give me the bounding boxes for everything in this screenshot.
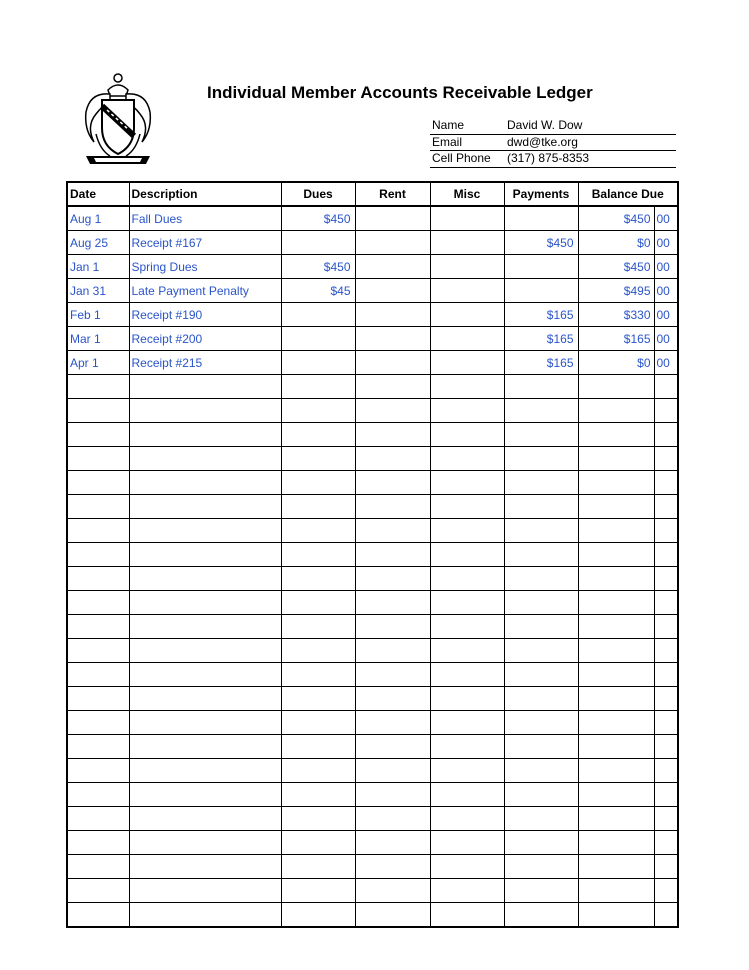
blank-cell [281,855,355,879]
blank-cell [281,615,355,639]
blank-cell [67,807,129,831]
blank-cell [281,399,355,423]
entry-misc [430,351,504,375]
blank-cell [355,735,430,759]
blank-cell [281,903,355,928]
blank-cell [654,759,678,783]
blank-cell [67,855,129,879]
blank-cell [129,399,281,423]
entry-balance-cents: 00 [654,327,678,351]
entry-dues [281,303,355,327]
blank-cell [578,711,654,735]
blank-cell [430,711,504,735]
blank-row [67,567,678,591]
blank-cell [281,831,355,855]
blank-cell [654,615,678,639]
blank-cell [504,711,578,735]
blank-cell [129,423,281,447]
blank-cell [355,423,430,447]
blank-cell [281,783,355,807]
blank-cell [129,447,281,471]
blank-cell [355,879,430,903]
blank-cell [129,639,281,663]
ledger-body [67,206,678,927]
blank-cell [654,807,678,831]
blank-row [67,687,678,711]
blank-cell [129,855,281,879]
entry-payments: $165 [504,351,578,375]
entry-dues: $450 [281,255,355,279]
entry-dues: $450 [281,206,355,231]
entry-misc [430,327,504,351]
blank-cell [654,495,678,519]
entry-balance-cents: 00 [654,303,678,327]
blank-cell [504,759,578,783]
blank-cell [504,519,578,543]
entry-balance-cents: 00 [654,351,678,375]
blank-cell [430,471,504,495]
entry-balance: $0 [578,351,654,375]
blank-cell [355,375,430,399]
entry-description: Receipt #215 [129,351,281,375]
blank-row [67,663,678,687]
phone-label: Cell Phone [432,151,491,165]
blank-cell [355,615,430,639]
blank-cell [129,831,281,855]
blank-cell [578,615,654,639]
blank-cell [67,735,129,759]
entry-rent [355,231,430,255]
blank-cell [430,423,504,447]
entry-dues: $45 [281,279,355,303]
page-title: Individual Member Accounts Receivable Ledger [207,83,593,102]
blank-cell [654,735,678,759]
blank-cell [504,735,578,759]
entry-description: Spring Dues [129,255,281,279]
entry-payments: $165 [504,327,578,351]
blank-cell [281,471,355,495]
blank-cell [578,879,654,903]
crest-logo-icon [80,72,156,168]
blank-row [67,903,678,928]
entry-description: Receipt #200 [129,327,281,351]
blank-cell [355,471,430,495]
blank-cell [430,903,504,928]
blank-row [67,471,678,495]
blank-cell [67,519,129,543]
blank-cell [654,591,678,615]
blank-cell [67,567,129,591]
blank-cell [654,639,678,663]
blank-cell [129,903,281,928]
blank-row [67,855,678,879]
blank-cell [355,903,430,928]
blank-row [67,711,678,735]
name-value: David W. Dow [507,118,583,132]
blank-cell [355,687,430,711]
blank-row [67,423,678,447]
blank-cell [654,423,678,447]
entry-payments [504,206,578,231]
blank-cell [281,663,355,687]
blank-cell [281,447,355,471]
blank-cell [430,615,504,639]
entry-date: Jan 31 [67,279,129,303]
blank-cell [578,543,654,567]
blank-cell [654,783,678,807]
entry-description: Fall Dues [129,206,281,231]
blank-cell [281,735,355,759]
blank-cell [654,471,678,495]
blank-cell [504,687,578,711]
blank-cell [67,375,129,399]
blank-cell [504,903,578,928]
entry-balance: $330 [578,303,654,327]
blank-cell [504,615,578,639]
blank-cell [578,519,654,543]
blank-cell [67,831,129,855]
entry-misc [430,279,504,303]
name-label: Name [432,118,465,132]
blank-cell [67,687,129,711]
blank-row [67,639,678,663]
entry-rent [355,206,430,231]
blank-cell [504,807,578,831]
member-phone-row [430,151,676,168]
blank-cell [578,423,654,447]
blank-cell [578,903,654,928]
member-info [430,118,676,168]
blank-cell [281,807,355,831]
member-email-row [430,135,676,152]
blank-cell [430,879,504,903]
blank-cell [504,783,578,807]
blank-cell [578,399,654,423]
entry-misc [430,255,504,279]
blank-row [67,495,678,519]
blank-cell [430,567,504,591]
blank-cell [67,615,129,639]
blank-cell [355,519,430,543]
entry-misc [430,231,504,255]
member-name-row [430,118,676,135]
email-value: dwd@tke.org [507,134,578,149]
col-dues: Dues [281,182,355,206]
table-row [67,351,678,375]
blank-cell [67,399,129,423]
blank-row [67,543,678,567]
blank-cell [430,783,504,807]
blank-cell [430,519,504,543]
ledger-table [66,181,679,928]
blank-cell [129,519,281,543]
blank-cell [281,567,355,591]
blank-cell [355,759,430,783]
blank-cell [504,495,578,519]
blank-cell [355,831,430,855]
blank-cell [129,471,281,495]
blank-cell [281,759,355,783]
blank-cell [430,591,504,615]
blank-cell [504,423,578,447]
blank-cell [129,375,281,399]
blank-cell [578,639,654,663]
blank-cell [355,855,430,879]
blank-cell [578,447,654,471]
blank-row [67,615,678,639]
blank-cell [67,447,129,471]
blank-cell [129,543,281,567]
blank-cell [129,783,281,807]
blank-cell [504,663,578,687]
blank-cell [67,903,129,928]
blank-cell [355,807,430,831]
blank-cell [578,663,654,687]
blank-row [67,399,678,423]
blank-cell [504,471,578,495]
blank-cell [281,591,355,615]
blank-cell [504,399,578,423]
blank-cell [504,543,578,567]
col-payments: Payments [504,182,578,206]
blank-cell [281,687,355,711]
blank-row [67,807,678,831]
blank-cell [281,423,355,447]
entry-balance-cents: 00 [654,231,678,255]
entry-rent [355,327,430,351]
entry-description: Receipt #167 [129,231,281,255]
blank-cell [129,615,281,639]
blank-cell [129,807,281,831]
entry-rent [355,255,430,279]
blank-cell [355,783,430,807]
blank-cell [67,471,129,495]
blank-cell [654,567,678,591]
blank-cell [355,399,430,423]
blank-cell [67,495,129,519]
entry-balance-cents: 00 [654,279,678,303]
blank-cell [129,687,281,711]
table-row [67,327,678,351]
blank-cell [654,399,678,423]
blank-cell [430,735,504,759]
entry-rent [355,303,430,327]
blank-cell [578,471,654,495]
blank-row [67,831,678,855]
blank-cell [67,663,129,687]
blank-cell [430,375,504,399]
blank-cell [67,711,129,735]
blank-cell [355,447,430,471]
col-description: Description [129,182,281,206]
blank-cell [578,807,654,831]
entry-balance: $450 [578,206,654,231]
blank-cell [430,639,504,663]
blank-row [67,735,678,759]
blank-row [67,519,678,543]
entry-date: Feb 1 [67,303,129,327]
blank-cell [578,831,654,855]
blank-cell [430,495,504,519]
blank-cell [578,591,654,615]
blank-cell [654,447,678,471]
blank-row [67,783,678,807]
blank-cell [129,591,281,615]
blank-row [67,879,678,903]
blank-cell [578,735,654,759]
blank-cell [129,759,281,783]
blank-cell [504,639,578,663]
blank-cell [654,543,678,567]
table-row [67,255,678,279]
blank-cell [67,759,129,783]
blank-cell [578,567,654,591]
entry-rent [355,351,430,375]
blank-cell [430,447,504,471]
entry-dues [281,351,355,375]
blank-cell [430,831,504,855]
ledger-header-row [67,182,678,206]
entry-date: Jan 1 [67,255,129,279]
blank-cell [355,591,430,615]
blank-cell [578,375,654,399]
blank-cell [355,495,430,519]
blank-cell [129,711,281,735]
blank-cell [504,879,578,903]
blank-cell [67,783,129,807]
email-label: Email [432,134,463,149]
entry-balance-cents: 00 [654,255,678,279]
entry-description: Receipt #190 [129,303,281,327]
blank-cell [654,687,678,711]
blank-cell [578,759,654,783]
blank-cell [129,663,281,687]
entry-misc [430,206,504,231]
blank-cell [578,855,654,879]
blank-cell [430,807,504,831]
entry-date: Aug 25 [67,231,129,255]
table-row [67,303,678,327]
entry-balance: $495 [578,279,654,303]
entry-dues [281,231,355,255]
phone-value: (317) 875-8353 [507,151,590,165]
blank-cell [129,495,281,519]
blank-row [67,591,678,615]
entry-description: Late Payment Penalty [129,279,281,303]
blank-cell [578,783,654,807]
blank-cell [67,591,129,615]
blank-row [67,375,678,399]
blank-cell [355,663,430,687]
blank-cell [430,687,504,711]
blank-cell [654,711,678,735]
blank-cell [654,375,678,399]
blank-cell [504,567,578,591]
entry-payments [504,279,578,303]
col-balance: Balance Due [578,182,678,206]
blank-cell [281,543,355,567]
blank-cell [129,879,281,903]
blank-cell [67,543,129,567]
blank-cell [281,375,355,399]
entry-payments: $165 [504,303,578,327]
blank-cell [430,663,504,687]
blank-cell [578,687,654,711]
col-rent: Rent [355,182,430,206]
blank-row [67,759,678,783]
blank-cell [355,567,430,591]
blank-cell [281,495,355,519]
blank-cell [654,903,678,928]
blank-cell [654,663,678,687]
entry-date: Mar 1 [67,327,129,351]
blank-cell [129,567,281,591]
blank-cell [430,399,504,423]
blank-row [67,447,678,471]
entry-rent [355,279,430,303]
table-row [67,279,678,303]
blank-cell [281,519,355,543]
table-row [67,206,678,231]
blank-cell [504,447,578,471]
blank-cell [430,759,504,783]
blank-cell [504,831,578,855]
col-misc: Misc [430,182,504,206]
blank-cell [504,375,578,399]
entry-balance: $450 [578,255,654,279]
entry-date: Apr 1 [67,351,129,375]
entry-balance: $165 [578,327,654,351]
blank-cell [504,855,578,879]
entry-payments [504,255,578,279]
blank-cell [430,543,504,567]
blank-cell [355,639,430,663]
col-date: Date [67,182,129,206]
blank-cell [654,855,678,879]
entry-misc [430,303,504,327]
blank-cell [281,639,355,663]
blank-cell [281,711,355,735]
blank-cell [355,543,430,567]
entry-date: Aug 1 [67,206,129,231]
entry-dues [281,327,355,351]
blank-cell [654,831,678,855]
blank-cell [430,855,504,879]
blank-cell [654,879,678,903]
blank-cell [355,711,430,735]
blank-cell [67,423,129,447]
blank-cell [67,639,129,663]
blank-cell [281,879,355,903]
blank-cell [504,591,578,615]
blank-cell [129,735,281,759]
blank-cell [67,879,129,903]
blank-cell [578,495,654,519]
entry-payments: $450 [504,231,578,255]
table-row [67,231,678,255]
blank-cell [654,519,678,543]
entry-balance: $0 [578,231,654,255]
entry-balance-cents: 00 [654,206,678,231]
